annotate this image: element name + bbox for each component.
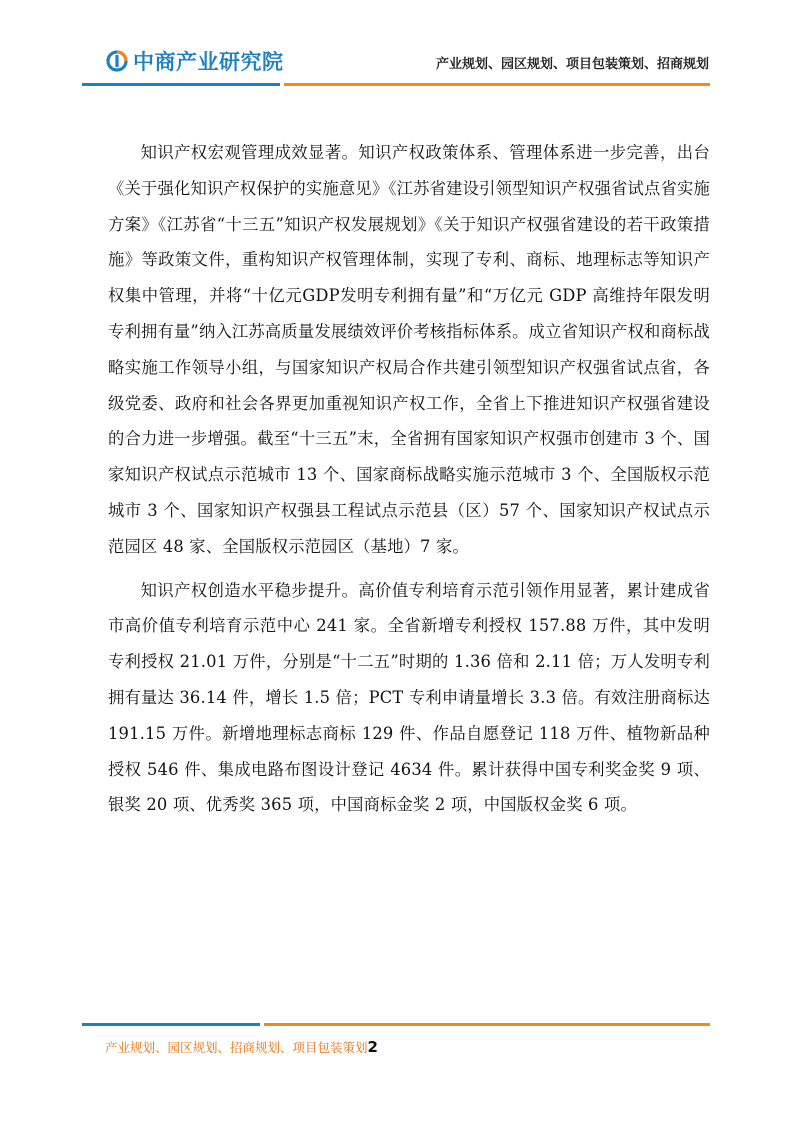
page-header (0, 0, 793, 90)
logo-text: 中商产业研究院 (133, 50, 284, 74)
document-body (108, 135, 710, 831)
header-divider-blue (82, 83, 280, 86)
paragraph: 知识产权创造水平稳步提升。高价值专利培育示范引领作用显著，累计建成省市高价值专利培育示范中心 241 家。全省新增专利授权 157.88 万件，其中发明专利授权 21.01 万件，分别是“十二五”时期的 1.36 倍和 2.11 倍；万人发明专利拥有量达 36.14 件，增长 1.5 倍；PCT 专利申请量增长 3.3 倍。有效注册商标达 191.15 万件。新增地理标志商标 129 件、作品自愿登记 118 万件、植物新品种授权 546 件、集成电路布图设计登记 4634 件。累计获得中国专利奖金奖 9 项、银奖 20 项、优秀奖 365 项，中国商标金奖 2 项，中国版权金奖 6 项。 (108, 580, 710, 815)
header-divider-orange (284, 83, 710, 86)
footer-tagline: 产业规划、园区规划、招商规划、项目包装策划 (105, 1040, 368, 1055)
logo-mark-icon (106, 50, 128, 72)
header-tagline: 产业规划、园区规划、项目包装策划、招商规划 (435, 57, 709, 72)
paragraph: 知识产权宏观管理成效显著。知识产权政策体系、管理体系进一步完善，出台《关于强化知识产权保护的实施意见》《江苏省建设引领型知识产权强省试点省实施方案》《江苏省“十三五”知识产权发展规划》《关于知识产权强省建设的若干政策措施》等政策文件，重构知识产权管理体制，实现了专利、商标、地理标志等知识产权集中管理，并将“十亿元GDP发明专利拥有量”和“万亿元 GDP 高维持年限发明专利拥有量”纳入江苏高质量发展绩效评价考核指标体系。成立省知识产权和商标战略实施工作领导小组，与国家知识产权局合作共建引领型知识产权强省试点省，各级党委、政府和社会各界更加重视知识产权工作，全省上下推进知识产权强省建设的合力进一步增强。截至“十三五”末，全省拥有国家知识产权强市创建市 3 个、国家知识产权试点示范城市 13 个、国家商标战略实施示范城市 3 个、全国版权示范城市 3 个、国家知识产权强县工程试点示范县（区）57 个、国家知识产权试点示范园区 48 家、全国版权示范园区（基地）7 家。 (108, 143, 710, 556)
footer-divider-orange (264, 1023, 710, 1026)
logo (106, 46, 284, 76)
page-footer (105, 1038, 378, 1056)
footer-divider-blue (82, 1023, 260, 1026)
page-number: 2 (367, 1038, 378, 1056)
